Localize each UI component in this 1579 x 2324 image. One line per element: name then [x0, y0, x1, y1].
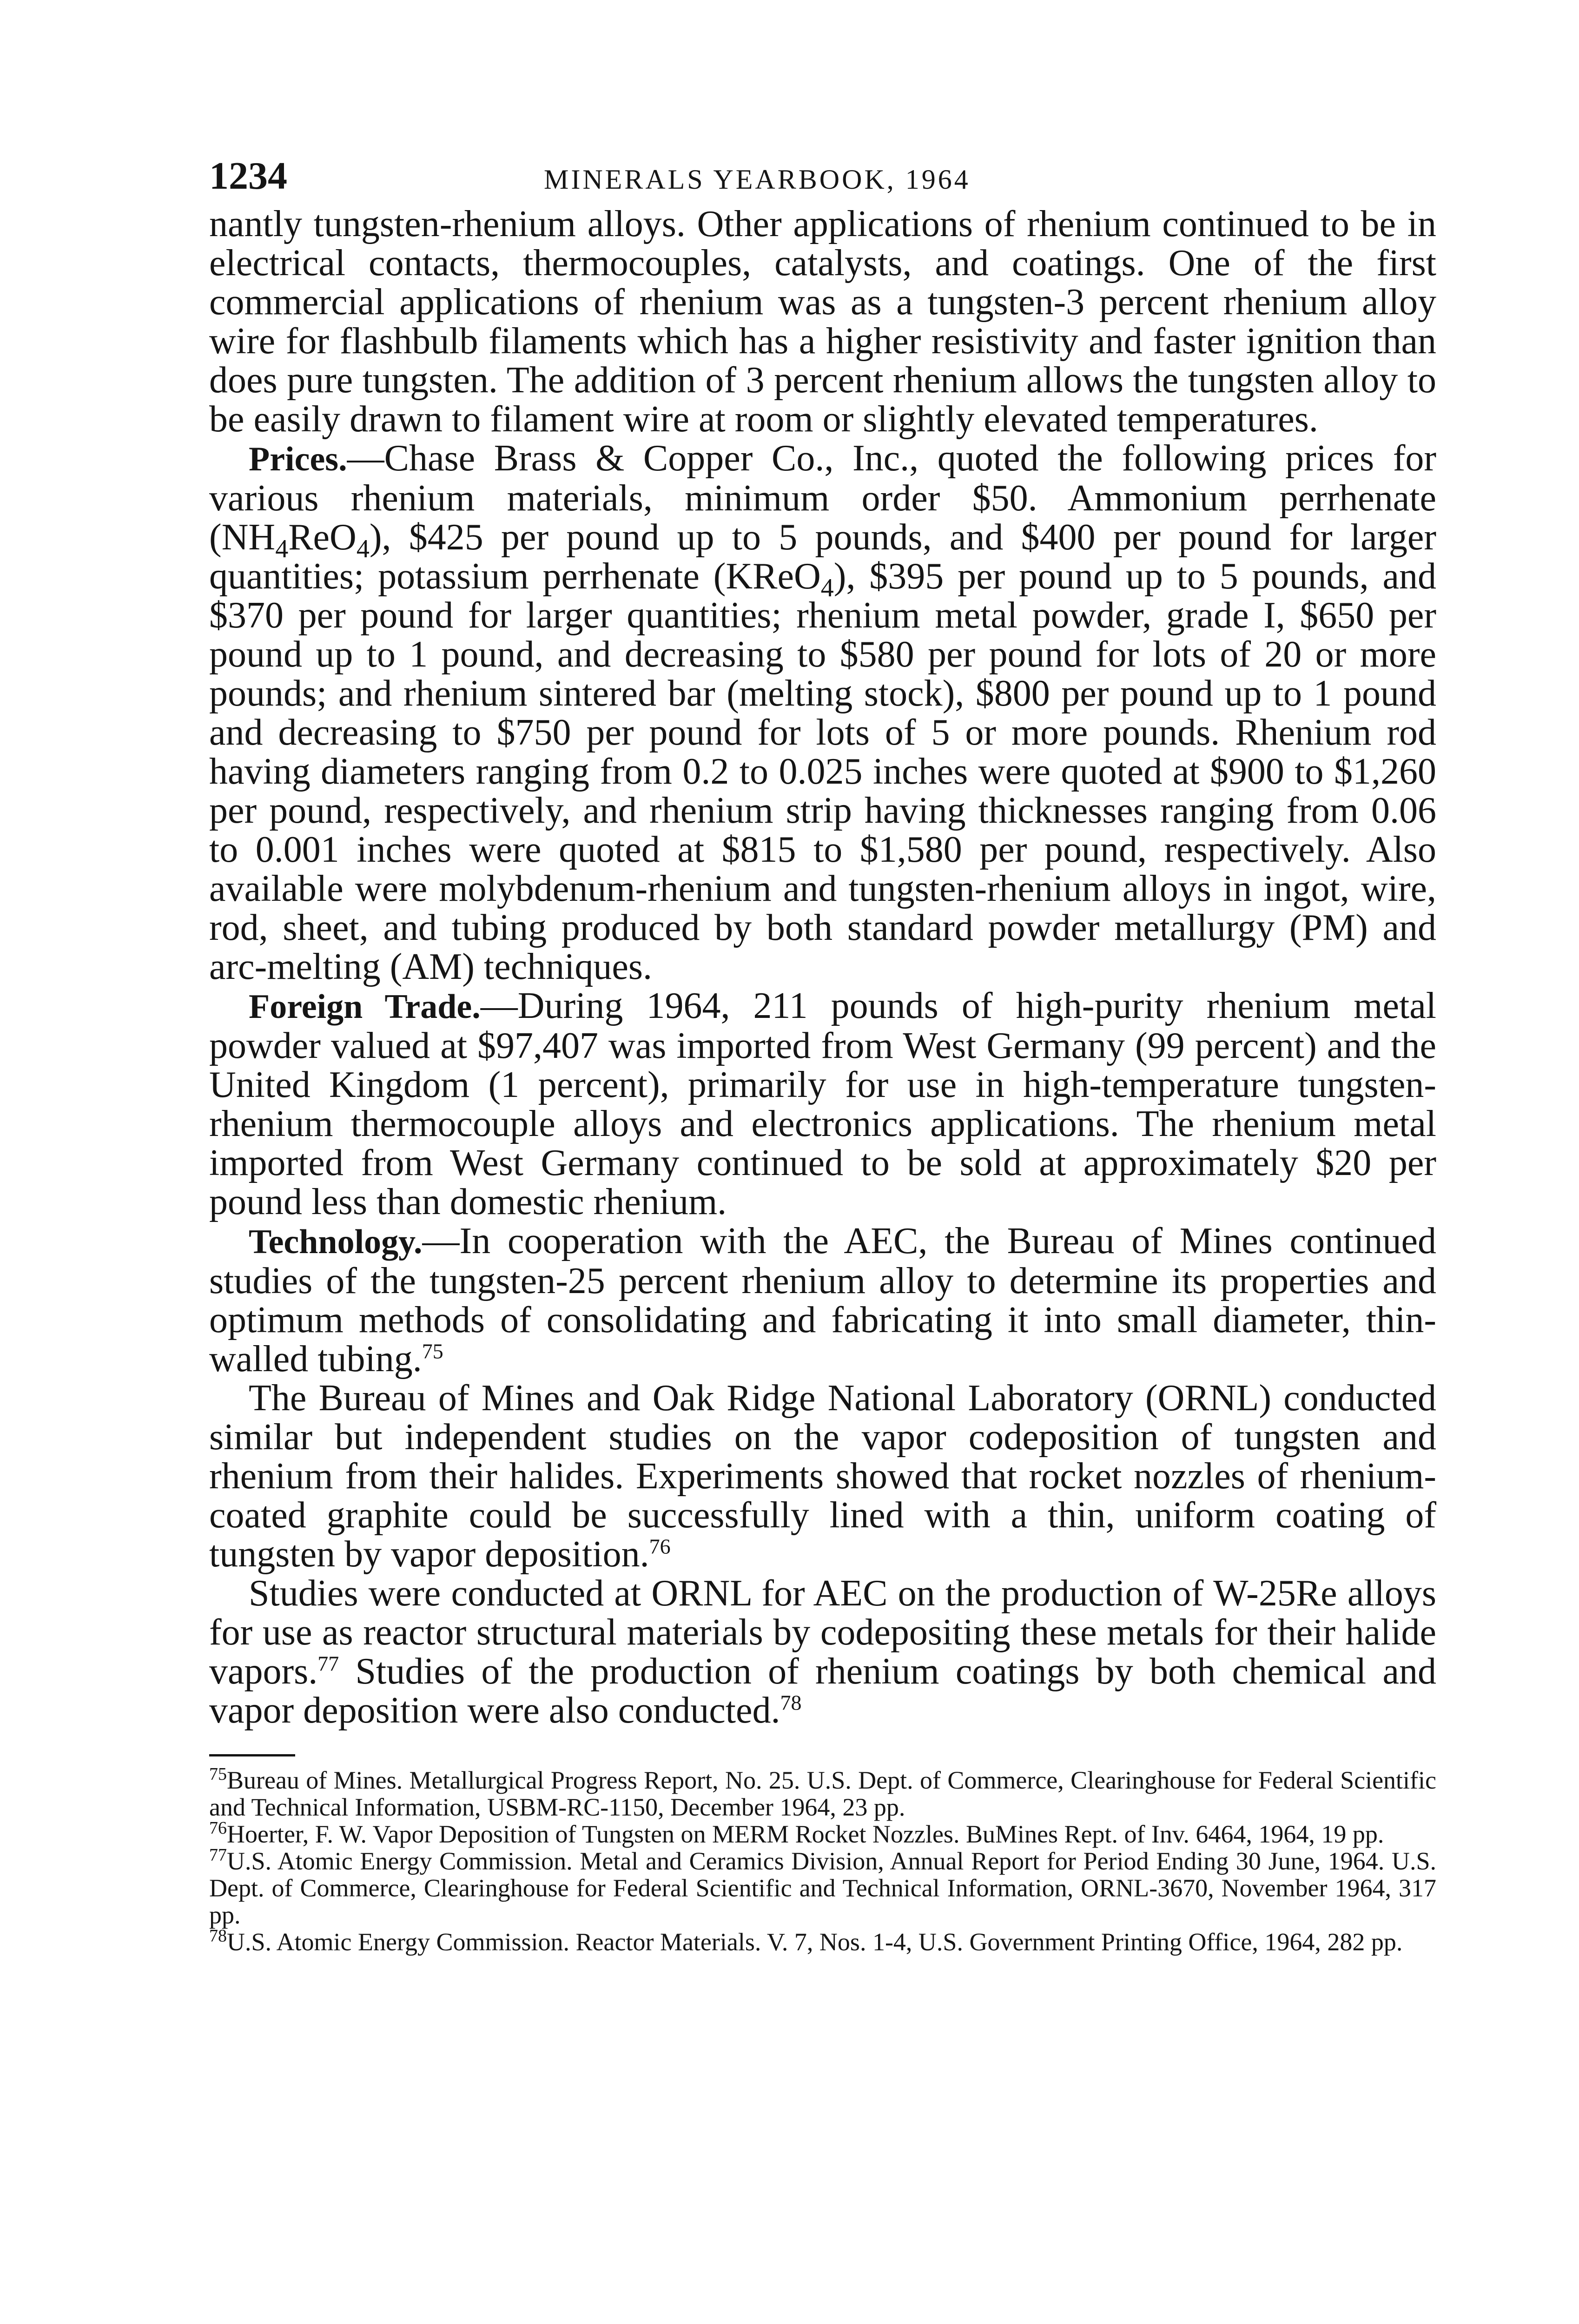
footnote-ref: 77 — [317, 1651, 339, 1676]
heading-foreign-trade: Foreign Trade. — [249, 988, 481, 1026]
page-header — [209, 153, 1436, 205]
page-number: 1234 — [209, 154, 287, 198]
body-text — [209, 205, 1436, 1730]
footnote-78: $^{78}$U.S. Atomic Energy Commission. Reactor Materials. V. 7, Nos. 1-4, U.S. Government Printing Office, 1964, 282 pp. — [209, 1926, 1403, 1956]
footnote-76: $^{76}$Hoerter, F. W. Vapor Deposition of Tungsten on MERM Rocket Nozzles. BuMines Rept. of Inv. 6464, 1964, 19 pp. — [209, 1818, 1384, 1848]
paragraph-ornl: The Bureau of Mines and Oak Ridge National Laboratory (ORNL) conducted similar but independent studies on the vapor codeposition of tungsten and rhenium from their halides. Experiments showed that rocket nozzles of rhenium-coated graphite could be successfully lined with a thin, uniform coating of tungsten by vapor deposition.$^{76}$ — [209, 1378, 1436, 1575]
paragraph-foreign-trade: Foreign Trade.—During 1964, 211 pounds of high-purity rhenium metal powder valued at $97,407 was imported from West Germany (99 percent) and the United Kingdom (1 percent), primarily for use in high-temperature tungsten-rhenium thermocouple alloys and electronics applications. The rhenium metal imported from West Germany continued to be sold at approximately $20 per pound less than domestic rhenium. — [209, 985, 1436, 1222]
footnote-75: $^{75}$Bureau of Mines. Metallurgical Progress Report, No. 25. U.S. Dept. of Commerce, Clearinghouse for Federal Scientific and Technical Information, USBM-RC-1150, December 1964, 23 pp. — [209, 1764, 1436, 1821]
footnote-77: $^{77}$U.S. Atomic Energy Commission. Metal and Ceramics Division, Annual Report for Period Ending 30 June, 1964. U.S. Dept. of Commerce, Clearinghouse for Federal Scientific and Technical Information, ORNL-3670, November 1964, 317 pp. — [209, 1845, 1436, 1929]
footnote-divider — [209, 1754, 295, 1756]
paragraph-technology: Technology.—In cooperation with the AEC, the Bureau of Mines continued studies of the tungsten-25 percent rhenium alloy to determine its properties and optimum methods of consolidating and fabricating it into small diameter, thin-walled tubing.$^{75}$ — [209, 1221, 1436, 1380]
heading-prices: Prices. — [249, 440, 347, 478]
paragraph-prices: Prices.—Chase Brass & Copper Co., Inc., quoted the following prices for various rhenium materials, minimum order $50. Ammonium perrhenate $(NH_4ReO_4)$, $425 per pound up to 5 pounds, and $400 per pound for larger quantities; potassium perrhenate (KReO$_4$), $395 per pound up to 5 pounds, and $370 per pound for larger quantities; rhenium metal powder, grade I, $650 per pound up to 1 pound, and decreasing to $580 per pound for lots of 20 or more pounds; and rhenium sintered bar (melting stock), $800 per pound up to 1 pound and decreasing to $750 per pound for lots of 5 or more pounds. Rhenium rod having diameters ranging from 0.2 to 0.025 inches were quoted at $900 to $1,260 per pound, respectively, and rhenium strip having thicknesses ranging from 0.06 to 0.001 inches were quoted at $815 to $1,580 per pound, respectively. Also available were molybdenum-rhenium and tungsten-rhenium alloys in ingot, wire, rod, sheet, and tubing produced by both standard powder metallurgy (PM) and arc-melting (AM) techniques. — [209, 438, 1437, 987]
document-page — [209, 153, 1436, 1955]
paragraph-studies: Studies were conducted at ORNL for AEC on the production of W-25Re alloys for use as reactor structural materials by codepositing these metals for their halide vapors.$^{77}$ Studies of the production of rhenium coatings by both chemical and vapor deposition were also conducted.$^{78}$ — [209, 1573, 1436, 1731]
heading-technology: Technology. — [249, 1223, 423, 1261]
footnote-ref: 78 — [780, 1690, 802, 1715]
paragraph-applications: nantly tungsten-rhenium alloys. Other applications of rhenium continued to be in electrical contacts, thermocouples, catalysts, and coatings. One of the first commercial applications of rhenium was as a tungsten-3 percent rhenium alloy wire for flashbulb filaments which has a higher resistivity and faster ignition than does pure tungsten. The addition of 3 percent rhenium allows the tungsten alloy to be easily drawn to filament wire at room or slightly elevated temperatures. — [209, 204, 1436, 440]
footnote-ref: 75 — [422, 1339, 443, 1363]
footnote-ref: 76 — [649, 1534, 671, 1558]
running-head: MINERALS YEARBOOK, 1964 — [544, 164, 971, 195]
footnotes — [209, 1764, 1436, 1956]
